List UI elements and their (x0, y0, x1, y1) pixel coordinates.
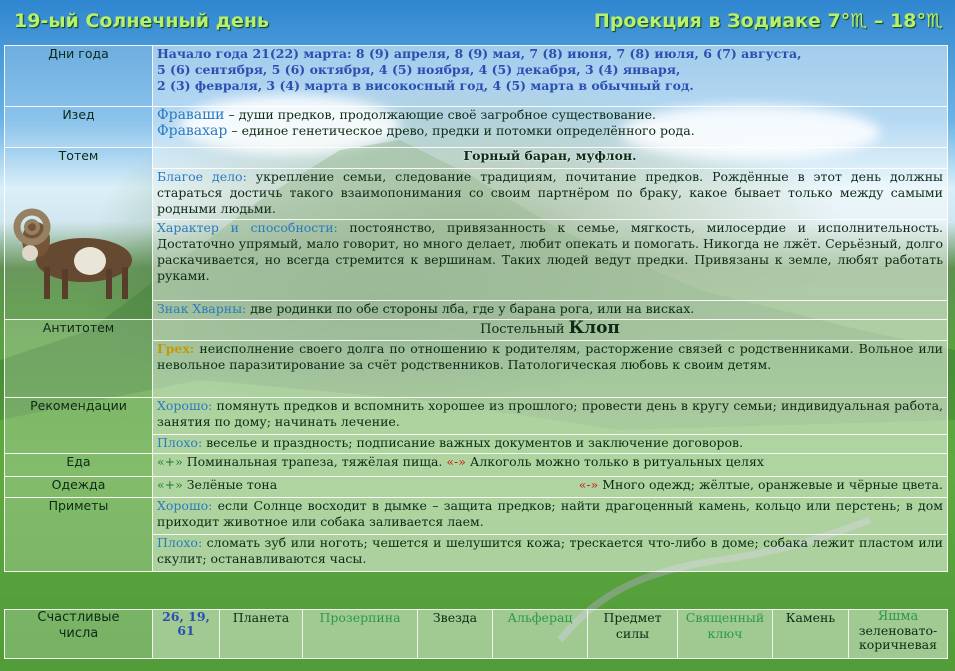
clothes-label: Одежда (5, 477, 153, 498)
clothes-neg-text: Много одежд; жёлтые, оранжевые и чёрные цвета. (598, 477, 943, 492)
days-content (153, 46, 948, 107)
totem-deeds (153, 169, 948, 220)
days-line: 5 (6) сентября, 5 (6) октября, 4 (5) ноября, 4 (5) декабря, 3 (4) января, (157, 62, 681, 77)
food-neg-text: Алкоголь можно только в ритуальных целях (465, 454, 764, 469)
character-term: Характер и способности: (157, 220, 338, 235)
good-term: Хорошо: (157, 398, 213, 413)
good-text: помянуть предков и вспомнить хорошее из прошлого; провести день в кругу семьи; индивидуальная работа, занятия по дому; начинать лечение. (157, 398, 943, 429)
sin-term: Грех: (157, 341, 195, 356)
stone-value (849, 610, 948, 659)
signs-bad (153, 535, 948, 572)
recommend-label-text: Рекомендации (30, 398, 127, 413)
signs-bad-text: сломать зуб или ноготь; чешется и шелушится кожа; трескается что-либо в доме; собака лежит пластом или скулит; останавливаются часы. (157, 535, 943, 566)
food-content (153, 454, 948, 477)
antitotem-row (5, 320, 948, 341)
planet-label: Планета (220, 610, 303, 659)
solar-day-title: 19-ый Солнечный день (14, 10, 270, 32)
antitotem-big: Клоп (568, 318, 620, 338)
clothes-pos-sign: «+» (157, 477, 183, 492)
lucky-label (5, 610, 153, 659)
bad-term: Плохо: (157, 435, 203, 450)
planet-value: Прозерпина (303, 610, 418, 659)
totem-sign (153, 301, 948, 320)
antitotem-sin (153, 341, 948, 398)
lucky-label-line: числа (58, 626, 99, 641)
totem-label (5, 148, 153, 320)
deeds-term: Благое дело: (157, 169, 247, 184)
stone-value-line: зеленовато- (858, 623, 938, 638)
bad-text: веселье и праздность; подписание важных документов и заключение договоров. (202, 435, 744, 450)
signs-row (5, 498, 948, 535)
signs-label-text: Приметы (48, 498, 109, 513)
food-row (5, 454, 948, 477)
ized-text: – души предков, продолжающие своё загробное существование. (224, 107, 657, 122)
sin-text: неисполнение своего долга по отношению к родителям, расторжение связей с родственниками. Вольное или невольное паразитирование за счёт родственников. Патологическая любовь к своим детям. (157, 341, 943, 372)
clothes-pos-text: Зелёные тона (182, 477, 278, 492)
clothes-row (5, 477, 948, 498)
ized-label: Изед (5, 107, 153, 148)
totem-row (5, 148, 948, 169)
lucky-numbers-line: 26, 19, (162, 609, 210, 624)
recommend-bad (153, 435, 948, 454)
totem-label-text: Тотем (58, 148, 99, 163)
antitotem-name (153, 320, 948, 341)
star-value: Альферац (493, 610, 588, 659)
ized-term: Фравахар (157, 123, 228, 139)
food-pos-sign: «+» (157, 454, 183, 469)
power-item (588, 610, 678, 659)
recommend-row (5, 398, 948, 435)
clothes-content (153, 477, 948, 498)
ized-content (153, 107, 948, 148)
sign-text: две родинки по обе стороны лба, где у барана рога, или на висках. (246, 301, 695, 316)
recommend-label (5, 398, 153, 454)
signs-bad-term: Плохо: (157, 535, 203, 550)
signs-label (5, 498, 153, 572)
totem-character (153, 220, 948, 301)
stone-value-line: коричневая (858, 637, 938, 652)
lucky-numbers (153, 610, 220, 659)
deeds-text: укрепление семьи, следование традициям, почитание предков. Рождённые в этот день должны стараться достичь такого взаимопонимания со своим партнёром по браку, какое бывает только между самыми родными людьми. (157, 169, 943, 216)
bottom-row (5, 610, 948, 659)
signs-good-term: Хорошо: (157, 498, 213, 513)
recommend-good (153, 398, 948, 435)
ized-row (5, 107, 948, 148)
sacred-key (678, 610, 773, 659)
day-table (4, 45, 948, 572)
ized-text: – единое генетическое древо, предки и потомки определённого рода. (227, 123, 695, 138)
ized-term: Фраваши (157, 107, 225, 123)
days-row (5, 46, 948, 107)
power-item-label: силы (615, 626, 650, 641)
signs-good (153, 498, 948, 535)
stone-value-line: Яшма (877, 609, 919, 624)
sign-term: Знак Хварны: (157, 301, 247, 316)
antitotem-prefix: Постельный (480, 322, 569, 337)
antitotem-label-text: Антитотем (42, 320, 115, 335)
days-line: 2 (3) февраля, 3 (4) марта в високосный год, 4 (5) марта в обычный год. (157, 78, 694, 93)
lucky-label-line: Счастливые (37, 610, 120, 625)
days-line: Начало года 21(22) марта: 8 (9) апреля, 8 (9) мая, 7 (8) июня, 7 (8) июля, 6 (7) августа, (157, 46, 802, 61)
food-label: Еда (5, 454, 153, 477)
totem-name: Горный баран, муфлон. (153, 148, 948, 169)
stone-label: Камень (773, 610, 849, 659)
food-pos-text: Поминальная трапеза, тяжёлая пища. (182, 454, 443, 469)
bottom-table (4, 609, 948, 659)
zodiac-projection-title: Проекция в Зодиаке 7°♏ – 18°♏ (593, 10, 943, 32)
character-text: постоянство, привязанность к семье, мягкость, милосердие и исполнительность. Достаточно упрямый, мало говорит, но много делает, любит опекать и помогать. Никогда не лжёт. Серьёзный, долго раскачивается, но всегда стремится к вершинам. Таких людей ведут предки. Привязаны к земле, любят работать руками. (157, 220, 944, 283)
star-label: Звезда (418, 610, 493, 659)
sacred-key-label: ключ (707, 626, 743, 641)
signs-good-text: если Солнце восходит в дымке – защита предков; найти драгоценный камень, кольцо или перстень; в дом приходит животное или собака заливается лаем. (157, 498, 943, 529)
lucky-numbers-line: 61 (177, 623, 195, 638)
days-label: Дни года (5, 46, 153, 107)
sacred-key-label: Священный (685, 610, 765, 625)
power-item-label: Предмет (603, 610, 662, 625)
clothes-neg-sign: «-» (578, 477, 599, 492)
antitotem-label (5, 320, 153, 398)
food-neg-sign: «-» (446, 454, 466, 469)
